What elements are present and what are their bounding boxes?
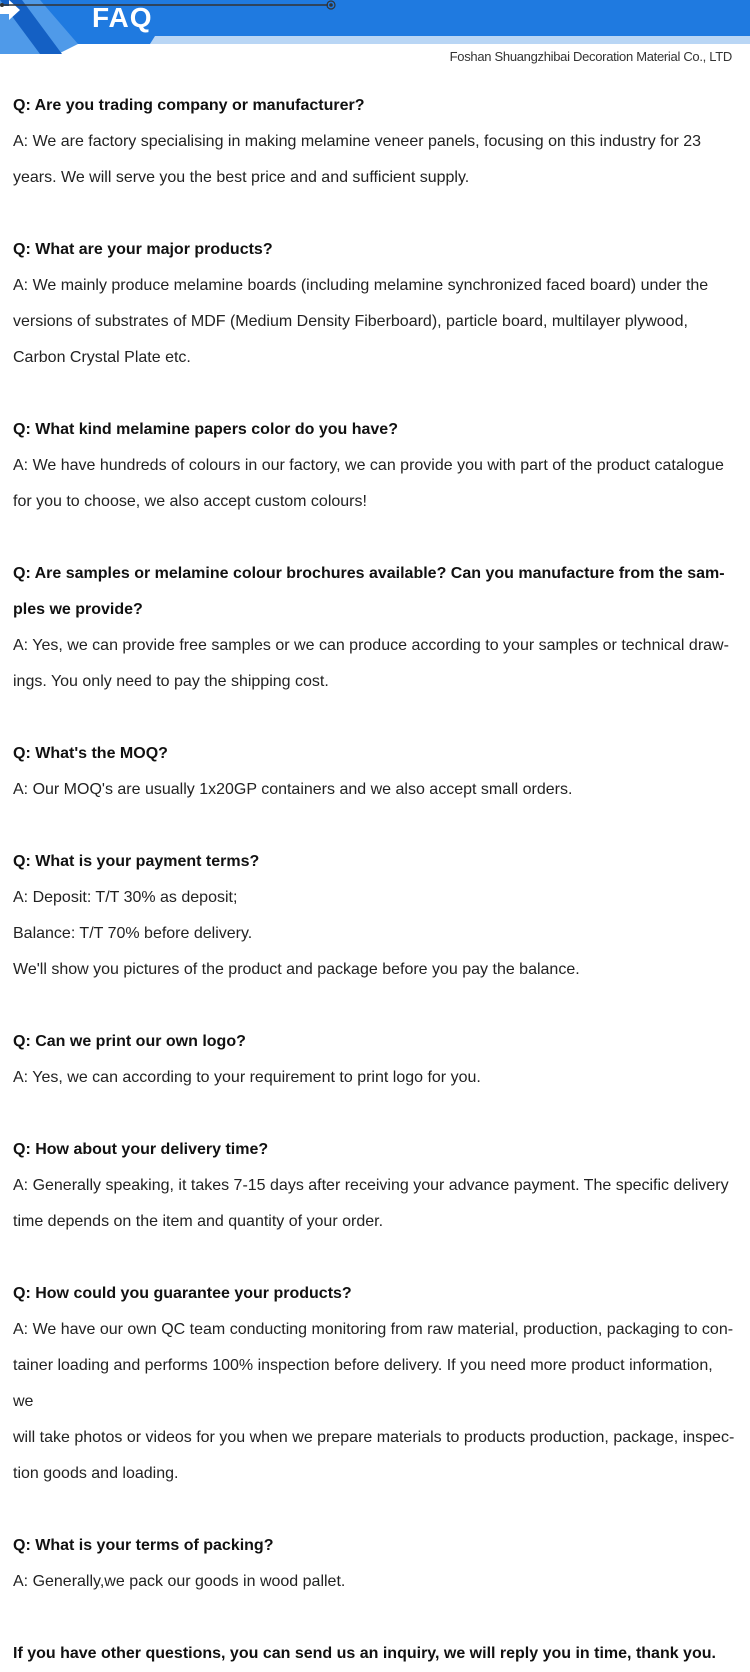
answer-line: A: Our MOQ's are usually 1x20GP containers and we also accept small orders. xyxy=(13,781,573,798)
faq-item xyxy=(13,1024,737,1096)
faq-item xyxy=(13,1528,737,1600)
faq-item xyxy=(13,88,737,196)
answer-line: A: We have our own QC team conducting monitoring from raw material, production, packaging to con- xyxy=(13,1321,734,1338)
question: Q: Can we print our own logo? xyxy=(13,1033,246,1050)
answer-line: A: Deposit: T/T 30% as deposit; xyxy=(13,889,238,906)
question: Q: Are samples or melamine colour brochures available? Can you manufacture from the sam- xyxy=(13,565,725,582)
page-title: FAQ xyxy=(92,2,153,33)
answer-line: A: Yes, we can provide free samples or we can produce according to your samples or technical draw- xyxy=(13,637,729,654)
company-name: Foshan Shuangzhibai Decoration Material Co., LTD xyxy=(449,49,732,64)
question: Q: What kind melamine papers color do you have? xyxy=(13,421,398,438)
answer-line: will take photos or videos for you when we prepare materials to products production, package, inspec- xyxy=(13,1429,735,1446)
answer-line: A: We mainly produce melamine boards (including melamine synchronized faced board) under the xyxy=(13,277,709,294)
answer-line: A: We have hundreds of colours in our factory, we can provide you with part of the product catalogue xyxy=(13,457,724,474)
faq-item xyxy=(13,1276,737,1492)
question: Q: What are your major products? xyxy=(13,241,273,258)
answer-line: time depends on the item and quantity of your order. xyxy=(13,1213,384,1230)
question: ples we provide? xyxy=(13,601,143,618)
faq-header xyxy=(0,0,750,66)
answer-line: for you to choose, we also accept custom colours! xyxy=(13,493,367,510)
question: Q: What's the MOQ? xyxy=(13,745,168,762)
question: Q: What is your payment terms? xyxy=(13,853,260,870)
closing-message: If you have other questions, you can send us an inquiry, we will reply you in time, thank you. xyxy=(13,1645,716,1662)
answer-line: years. We will serve you the best price and and sufficient supply. xyxy=(13,169,470,186)
question: Q: What is your terms of packing? xyxy=(13,1537,274,1554)
faq-item xyxy=(13,1132,737,1240)
answer-line: Carbon Crystal Plate etc. xyxy=(13,349,191,366)
answer-line: Balance: T/T 70% before delivery. xyxy=(13,925,253,942)
faq-item xyxy=(13,556,737,700)
answer-line: A: Generally speaking, it takes 7-15 days after receiving your advance payment. The specific delivery xyxy=(13,1177,729,1194)
banner-light-stripe xyxy=(150,36,750,44)
answer-line: versions of substrates of MDF (Medium Density Fiberboard), particle board, multilayer plywood, xyxy=(13,313,688,330)
answer-line: We'll show you pictures of the product and package before you pay the balance. xyxy=(13,961,580,978)
answer-line: tainer loading and performs 100% inspection before delivery. If you need more product information, we xyxy=(13,1357,713,1410)
question: Q: How about your delivery time? xyxy=(13,1141,269,1158)
faq-list xyxy=(13,88,737,1672)
answer-line: ings. You only need to pay the shipping cost. xyxy=(13,673,329,690)
faq-item xyxy=(13,736,737,808)
answer-line: tion goods and loading. xyxy=(13,1465,179,1482)
answer-line: A: Yes, we can according to your requirement to print logo for you. xyxy=(13,1069,481,1086)
question: Q: Are you trading company or manufacturer? xyxy=(13,97,365,114)
answer-line: A: We are factory specialising in making melamine veneer panels, focusing on this industry for 23 xyxy=(13,133,702,150)
faq-item xyxy=(13,844,737,988)
question: Q: How could you guarantee your products? xyxy=(13,1285,352,1302)
header-divider-line xyxy=(0,0,360,10)
faq-item xyxy=(13,232,737,376)
faq-item xyxy=(13,412,737,520)
answer-line: A: Generally,we pack our goods in wood pallet. xyxy=(13,1573,346,1590)
